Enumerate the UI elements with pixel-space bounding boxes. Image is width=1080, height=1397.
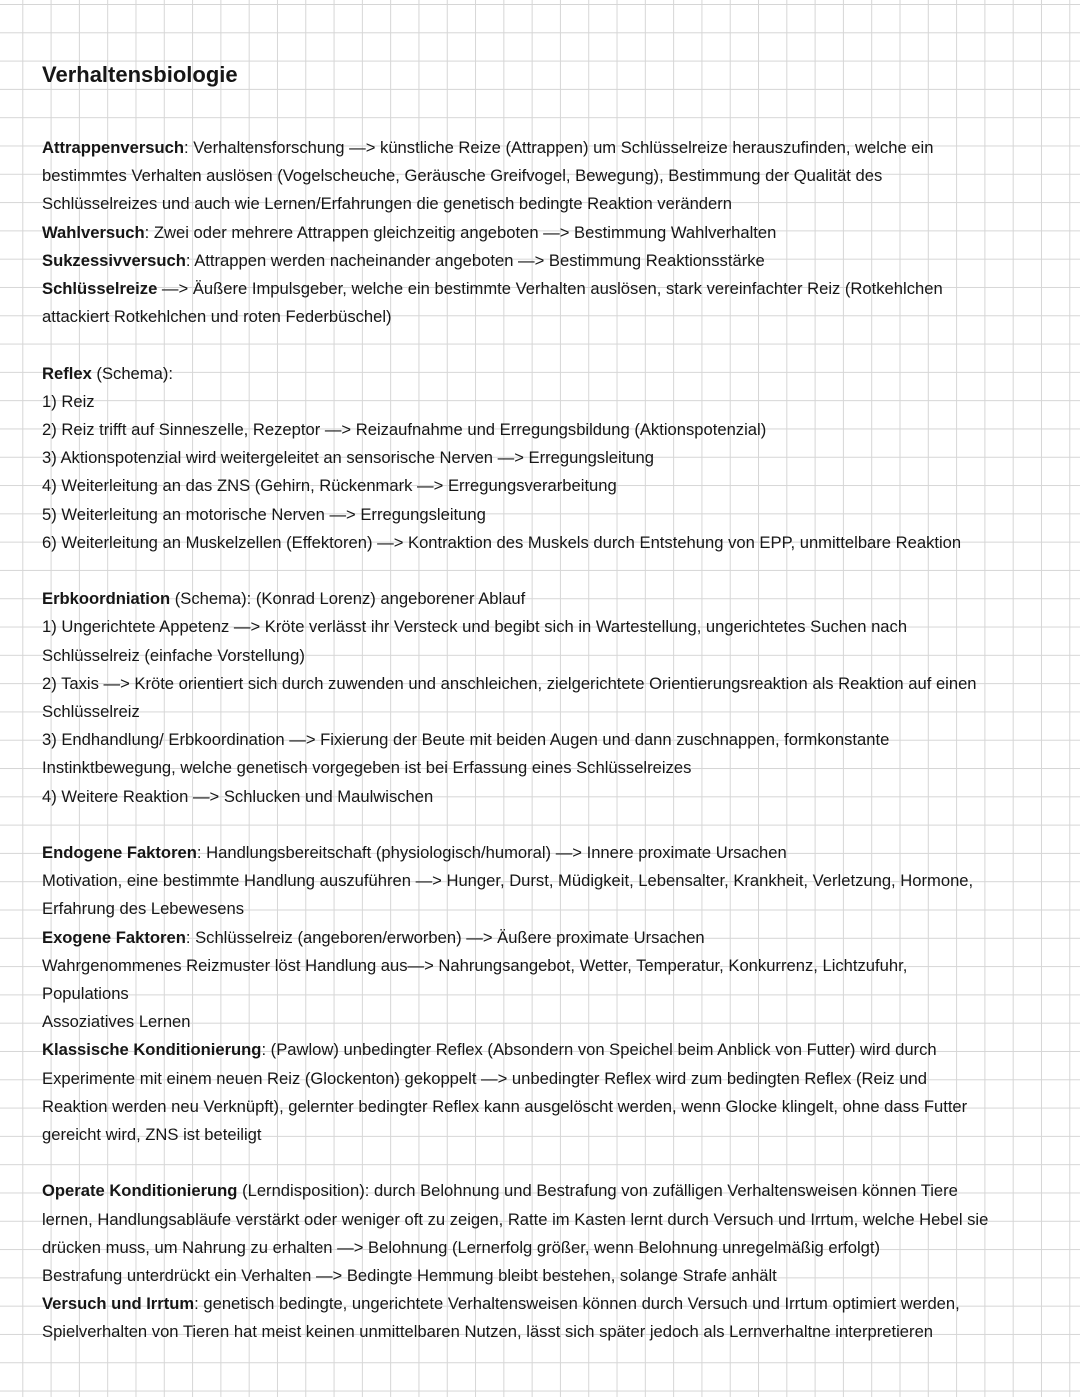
line-text: Spielverhalten von Tieren hat meist keinen unmittelbaren Nutzen, lässt sich später jedoch als Lernverhaltne interpretieren xyxy=(42,1322,934,1342)
line-text: : Attrappen werden nacheinander angeboten —> Bestimmung Reaktionsstärke xyxy=(185,250,765,270)
text-line xyxy=(42,980,1052,1008)
text-line xyxy=(42,613,1052,641)
line-text: Instinktbewegung, welche genetisch vorgegeben ist bei Erfassung eines Schlüsselreizes xyxy=(42,758,692,778)
paragraph-spacer xyxy=(42,557,1052,585)
text-line xyxy=(42,839,1052,867)
term-heading: Attrappenversuch xyxy=(42,138,185,157)
text-line xyxy=(42,924,1052,952)
text-line xyxy=(42,754,1052,782)
text-line xyxy=(42,895,1052,923)
line-text: 2) Taxis —> Kröte orientiert sich durch zuwenden und anschleichen, zielgerichtete Orientierungsreaktion als Reaktion auf einen xyxy=(42,673,977,693)
line-text: : Zwei oder mehrere Attrappen gleichzeitig angeboten —> Bestimmung Wahlverhalten xyxy=(144,222,777,242)
line-text: : (Pawlow) unbedingter Reflex (Absondern von Speichel beim Anblick von Futter) wird durch xyxy=(261,1040,937,1060)
text-line xyxy=(42,162,1052,190)
text-line xyxy=(42,444,1052,472)
text-line xyxy=(42,303,1052,331)
text-line xyxy=(42,501,1052,529)
term-heading: Erbkoordniation xyxy=(42,589,171,609)
text-line xyxy=(42,698,1052,726)
text-line xyxy=(42,529,1052,557)
line-text: Wahrgenommenes Reizmuster löst Handlung aus—> Nahrungsangebot, Wetter, Temperatur, Konkurrenz, Lichtzufuhr, xyxy=(42,955,908,975)
text-line xyxy=(42,134,1052,162)
text-line xyxy=(42,1093,1052,1121)
line-text: 1) Reiz xyxy=(42,391,95,411)
text-line xyxy=(42,726,1052,754)
line-text: 4) Weiterleitung an das ZNS (Gehirn, Rückenmark —> Erregungsverarbeitung xyxy=(42,476,617,496)
line-text: : genetisch bedingte, ungerichtete Verhaltensweisen können durch Versuch und Irrtum optimiert werden, xyxy=(194,1294,960,1314)
text-line xyxy=(42,642,1052,670)
line-text: : Handlungsbereitschaft (physiologisch/humoral) —> Innere proximate Ursachen xyxy=(196,843,787,863)
text-line xyxy=(42,867,1052,895)
text-line xyxy=(42,416,1052,444)
line-text: Bestrafung unterdrückt ein Verhalten —> Bedingte Hemmung bleibt bestehen, solange Strafe anhält xyxy=(42,1266,777,1286)
line-text: attackiert Rotkehlchen und roten Federbüschel) xyxy=(42,307,392,327)
line-text: Populations xyxy=(42,984,129,1004)
text-line xyxy=(42,388,1052,416)
line-text: (Schema): (Konrad Lorenz) angeborener Ablauf xyxy=(170,589,526,609)
line-text: 2) Reiz trifft auf Sinneszelle, Rezeptor —> Reizaufnahme und Erregungsbildung (Aktionspotenzial) xyxy=(42,420,767,440)
line-text: : Schlüsselreiz (angeboren/erworben) —> Äußere proximate Ursachen xyxy=(185,927,705,947)
text-line xyxy=(42,190,1052,218)
paragraph-spacer xyxy=(42,1149,1052,1177)
line-text: Schlüsselreizes und auch wie Lernen/Erfahrungen die genetisch bedingte Reaktion verändern xyxy=(42,194,733,214)
text-line xyxy=(42,1008,1052,1036)
line-text: Schlüsselreiz (einfache Vorstellung) xyxy=(42,645,305,665)
document-page xyxy=(42,60,1052,1347)
page-title: Verhaltensbiologie xyxy=(42,62,238,87)
text-line xyxy=(42,247,1052,275)
line-text: bestimmtes Verhalten auslösen (Vogelscheuche, Geräusche Greifvogel, Bewegung), Bestimmung der Qualität des xyxy=(42,166,883,186)
line-text: (Lerndisposition): durch Belohnung und Bestrafung von zufälligen Verhaltensweisen können Tiere xyxy=(237,1181,958,1201)
text-line xyxy=(42,1234,1052,1262)
term-heading: Schlüsselreize xyxy=(42,279,158,299)
line-text: : Verhaltensforschung —> künstliche Reize (Attrappen) um Schlüsselreize herauszufinden, welche ein xyxy=(184,138,934,157)
line-text: Experimente mit einem neuen Reiz (Glockenton) gekoppelt —> unbedingter Reflex wird zum bedingten Reflex (Reiz und xyxy=(42,1068,928,1088)
line-text: —> Äußere Impulsgeber, welche ein bestimmte Verhalten auslösen, stark vereinfachter Reiz (Rotkehlchen xyxy=(157,279,943,299)
term-heading: Klassische Konditionierung xyxy=(42,1040,262,1060)
line-text: Assoziatives Lernen xyxy=(42,1012,191,1032)
text-line xyxy=(42,1318,1052,1346)
line-text: Schlüsselreiz xyxy=(42,702,140,722)
line-text: 6) Weiterleitung an Muskelzellen (Effektoren) —> Kontraktion des Muskels durch Entstehung von EPP, unmittelbare Reaktion xyxy=(42,532,962,552)
line-text: Reaktion werden neu Verknüpft), gelernter bedingter Reflex kann ausgelöscht werden, wenn Glocke klingelt, ohne dass Futter xyxy=(42,1096,968,1116)
text-line xyxy=(42,360,1052,388)
text-line xyxy=(42,670,1052,698)
text-line xyxy=(42,1290,1052,1318)
term-heading: Wahlversuch xyxy=(42,222,145,242)
text-line xyxy=(42,472,1052,500)
text-line xyxy=(42,783,1052,811)
line-text: gereicht wird, ZNS ist beteiligt xyxy=(42,1125,262,1145)
line-text: drücken muss, um Nahrung zu erhalten —> Belohnung (Lernerfolg größer, wenn Belohnung unregelmäßig erfolgt) xyxy=(42,1237,881,1257)
line-text: 5) Weiterleitung an motorische Nerven —> Erregungsleitung xyxy=(42,504,486,524)
text-line xyxy=(42,1206,1052,1234)
term-heading: Endogene Faktoren xyxy=(42,843,197,863)
term-heading: Versuch und Irrtum xyxy=(42,1294,195,1314)
text-line xyxy=(42,219,1052,247)
text-line xyxy=(42,1262,1052,1290)
paragraph-spacer xyxy=(42,331,1052,359)
paragraph-spacer xyxy=(42,811,1052,839)
text-line xyxy=(42,1036,1052,1064)
text-line xyxy=(42,1177,1052,1205)
text-line xyxy=(42,1065,1052,1093)
line-text: (Schema): xyxy=(91,363,173,383)
document-body xyxy=(42,134,1052,1347)
term-heading: Reflex xyxy=(42,363,92,383)
term-heading: Operate Konditionierung xyxy=(42,1181,238,1201)
line-text: 1) Ungerichtete Appetenz —> Kröte verlässt ihr Versteck und begibt sich in Wartestellung, ungerichtetes Suchen nach xyxy=(42,617,908,637)
term-heading: Exogene Faktoren xyxy=(42,927,186,947)
line-text: 3) Endhandlung/ Erbkoordination —> Fixierung der Beute mit beiden Augen und dann zuschnappen, formkonstante xyxy=(42,730,890,750)
text-line xyxy=(42,585,1052,613)
line-text: 3) Aktionspotenzial wird weitergeleitet an sensorische Nerven —> Erregungsleitung xyxy=(42,448,654,468)
text-line xyxy=(42,1121,1052,1149)
term-heading: Sukzessivversuch xyxy=(42,250,186,270)
text-line xyxy=(42,952,1052,980)
line-text: 4) Weitere Reaktion —> Schlucken und Maulwischen xyxy=(42,786,434,806)
line-text: Erfahrung des Lebewesens xyxy=(42,899,245,919)
line-text: lernen, Handlungsabläufe verstärkt oder weniger oft zu zeigen, Ratte im Kasten lernt durch Versuch und Irrtum, welche Hebel sie xyxy=(42,1209,989,1229)
text-line xyxy=(42,275,1052,303)
line-text: Motivation, eine bestimmte Handlung auszuführen —> Hunger, Durst, Müdigkeit, Lebensalter, Krankheit, Verletzung, Hormone, xyxy=(42,871,974,891)
